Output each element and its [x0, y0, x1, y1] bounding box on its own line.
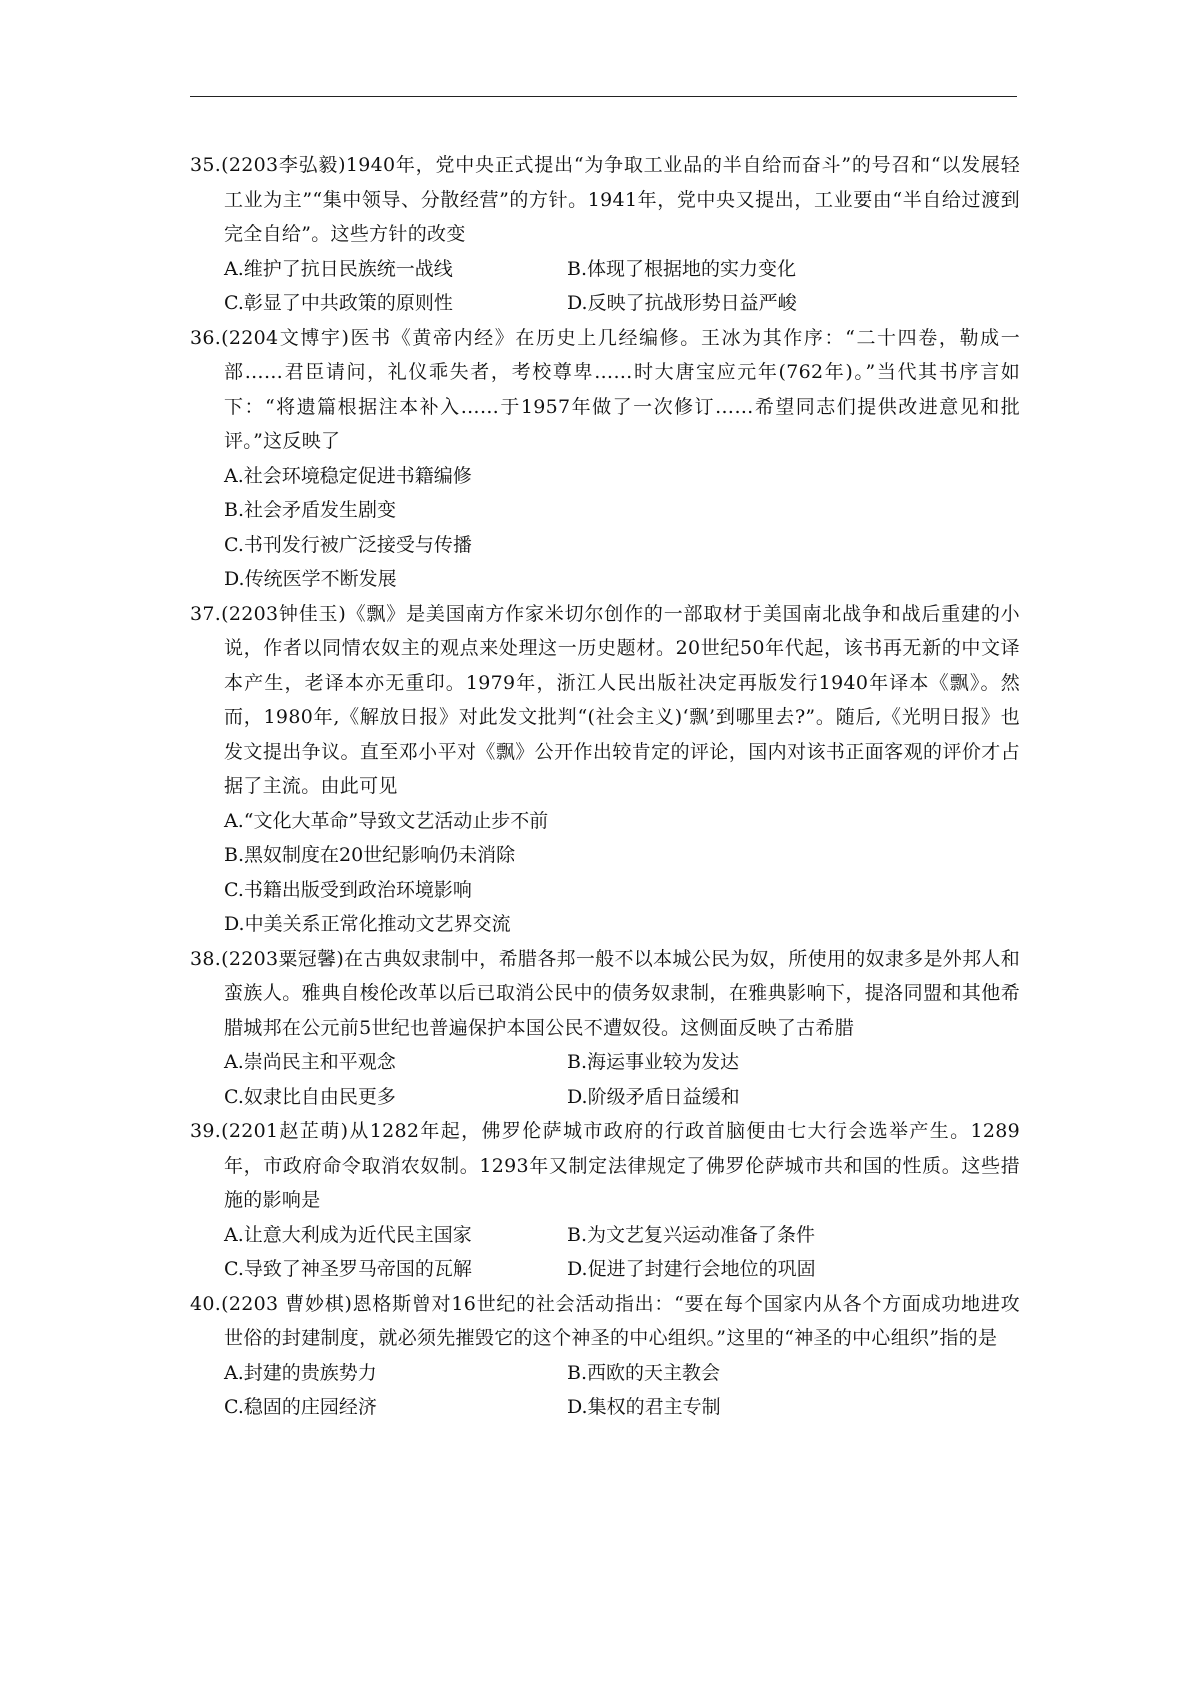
question-38 [190, 942, 1020, 1115]
option-b: B.社会矛盾发生剧变 [224, 499, 397, 521]
question-text: (2203李弘毅)1940年，党中央正式提出“为争取工业品的半自给而奋斗”的号召和“以发展轻工业为主”“集中领导、分散经营”的方针。1941年，党中央又提出，工业要由“半自给过渡到完全自给”。这些方针的改变 [221, 154, 1020, 245]
question-number: 39. [190, 1120, 222, 1142]
option-d: D.阶级矛盾日益缓和 [567, 1085, 740, 1108]
option-b: B.海运事业较为发达 [567, 1051, 740, 1073]
question-list [190, 148, 1020, 1425]
question-number: 36. [190, 326, 222, 349]
option-d: D.传统医学不断发展 [224, 568, 397, 590]
question-text: (2203 曹妙棋)恩格斯曾对16世纪的社会活动指出：“要在每个国家内从各个方面成功地进攻世俗的封建制度，就必须先摧毁它的这个神圣的中心组织。”这里的“神圣的中心组织”指的是 [221, 1292, 1020, 1349]
option-c: C.书籍出版受到政治环境影响 [224, 878, 472, 901]
options [190, 804, 1020, 942]
option-b: B.为文艺复兴运动准备了条件 [567, 1223, 816, 1246]
option-a: A.封建的贵族势力 [224, 1361, 377, 1384]
option-b: B.黑奴制度在20世纪影响仍未消除 [224, 844, 516, 866]
question-35 [190, 148, 1020, 321]
question-39 [190, 1114, 1020, 1287]
options [190, 252, 1020, 321]
option-c: C.书刊发行被广泛接受与传播 [224, 533, 472, 556]
question-text: (2201赵芷萌)从1282年起，佛罗伦萨城市政府的行政首脑便由七大行会选举产生。1289年，市政府命令取消农奴制。1293年又制定法律规定了佛罗伦萨城市共和国的性质。这些措施的影响是 [221, 1120, 1020, 1211]
question-stem [190, 597, 1020, 804]
option-d: D.促进了封建行会地位的巩固 [567, 1258, 816, 1280]
question-stem [190, 1287, 1020, 1356]
options [190, 1356, 1020, 1425]
option-a: A.让意大利成为近代民主国家 [224, 1223, 472, 1246]
options [190, 1218, 1020, 1287]
question-stem [190, 321, 1020, 459]
question-40 [190, 1287, 1020, 1425]
option-b: B.西欧的天主教会 [567, 1361, 721, 1384]
question-number: 40. [190, 1292, 222, 1315]
header-rule [190, 96, 1017, 97]
question-stem [190, 148, 1020, 252]
option-a: A.“文化大革命”导致文艺活动止步不前 [224, 809, 549, 832]
option-a: A.崇尚民主和平观念 [224, 1051, 396, 1073]
option-d: D.中美关系正常化推动文艺界交流 [224, 913, 511, 935]
option-c: C.导致了神圣罗马帝国的瓦解 [224, 1258, 472, 1280]
question-number: 37. [190, 602, 222, 625]
question-stem [190, 1114, 1020, 1218]
question-number: 35. [190, 154, 222, 176]
question-text: (2203粟冠馨)在古典奴隶制中，希腊各邦一般不以本城公民为奴，所使用的奴隶多是外邦人和蛮族人。雅典自梭伦改革以后已取消公民中的债务奴隶制，在雅典影响下，提洛同盟和其他希腊城邦在公元前5世纪也普遍保护本国公民不遭奴役。这侧面反映了古希腊 [221, 947, 1020, 1039]
question-stem [190, 942, 1020, 1046]
option-c: C.彰显了中共政策的原则性 [224, 292, 453, 314]
question-number: 38. [190, 947, 222, 970]
option-d: D.集权的君主专制 [567, 1396, 721, 1418]
question-36 [190, 321, 1020, 597]
option-a: A.维护了抗日民族统一战线 [224, 257, 453, 280]
options [190, 459, 1020, 597]
question-37 [190, 597, 1020, 942]
option-b: B.体现了根据地的实力变化 [567, 257, 797, 280]
question-text: (2204文博宇)医书《黄帝内经》在历史上几经编修。王冰为其作序：“二十四卷，勒成一部……君臣请问，礼仪乖失者，考校尊卑……时大唐宝应元年(762年)。”当代其书序言如下：“将遗篇根据注本补入……于1957年做了一次修订……希望同志们提供改进意见和批评。”这反映了 [221, 326, 1020, 452]
question-text: (2203钟佳玉)《飘》是美国南方作家米切尔创作的一部取材于美国南北战争和战后重建的小说，作者以同情农奴主的观点来处理这一历史题材。20世纪50年代起，该书再无新的中文译本产生，老译本亦无重印。1979年，浙江人民出版社决定再版发行1940年译本《飘》。然而，1980年,《解放日报》对此发文批判“(社会主义)‘飘’到哪里去?”。随后,《光明日报》也发文提出争议。直至邓小平对《飘》公开作出较肯定的评论，国内对该书正面客观的评价才占据了主流。由此可见 [221, 602, 1020, 797]
option-d: D.反映了抗战形势日益严峻 [567, 292, 797, 314]
option-a: A.社会环境稳定促进书籍编修 [224, 464, 472, 487]
option-c: C.奴隶比自由民更多 [224, 1085, 396, 1108]
options [190, 1045, 1020, 1114]
option-c: C.稳固的庄园经济 [224, 1396, 377, 1418]
